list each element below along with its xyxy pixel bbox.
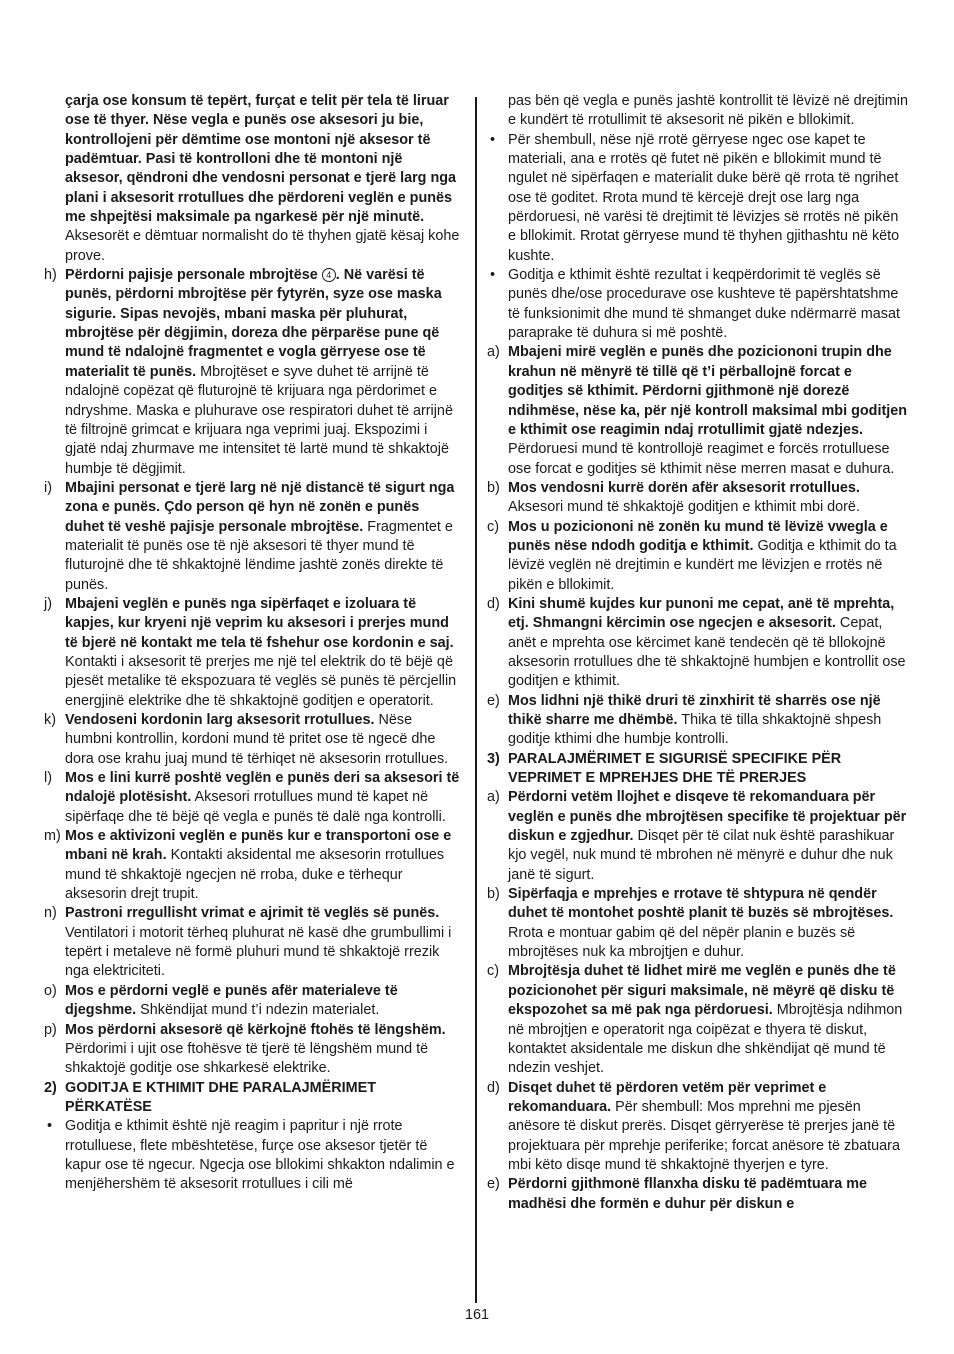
item-text: Disqet për të cilat nuk është parashikuar kjo vegël, nuk mund të mbrohen në mënyrë e duhur dhe nuk janë të sigurt. (508, 828, 895, 883)
item-text: Për shembull: Mos mprehni me pjesën anësore të diskut prerës. Disqet gërryerëse të prerjes janë të projektuara për mprehje periferike; forcat anësore të zbatuara mbi këto disqe mund të shkaktojnë thyerjen e tyre. (508, 1098, 900, 1173)
item-text: Mbrojtëset e syve duhet të arrijnë të ndalojnë copëzat që fluturojnë të krijuara nga përdorimet e ndryshme. Maska e pluhurave ose respiratori duhet të arrijnë të filtrojnë grimcat e krijuara nga veprimi juaj. Ekspozimi i gjatë ndaj zhurmave me intensitet të lartë mund të shkaktojë humbje të dëgjimit. (65, 363, 453, 477)
item-text: Aksesori rrotullues mund të kapet në sipërfaqe dhe të bëjë që vegla e punës të dalë nga kontrolli. (65, 789, 446, 825)
item-l (44, 769, 462, 827)
section-title: PARALAJMËRIMET E SIGURISË SPECIFIKE PËR VEPRIMET E MPREHJES DHE TË PRERJES (508, 750, 842, 787)
item-text: Përdorimi i ujit ose ftohësve të tjerë të lëngshëm mund të shkaktojë goditje ose shkarkesë elektrike. (65, 1040, 429, 1077)
item-bold-text: Vendoseni kordonin larg aksesorit rrotullues. (65, 712, 375, 728)
item-a (487, 343, 909, 478)
item-bold-text: Mos e përdorni veglë e punës afër materialeve të djegshme. (65, 982, 398, 1019)
item-h (44, 266, 462, 479)
item-bold-text: Mbrojtësja duhet të lidhet mirë me veglën e punës dhe të pozicionohet për siguri maksimale, në mëyrë që disku të ekspozohet sa më pak nga përdoruesi. (508, 963, 896, 1019)
item-text: Thika të tilla shkaktojnë shpesh goditje kthimi dhe humbje kontrolli. (508, 712, 882, 748)
item-text: Rrota e montuar gabim që del nëpër planin e buzës së mbrojtëses nuk ka mbrojtjen e duhur. (508, 924, 856, 961)
item-label: i) (44, 479, 52, 496)
continued-paragraph (44, 92, 462, 266)
item-label: a) (487, 789, 500, 806)
paragraph-text: pas bën që vegla e punës jashtë kontrollit të lëvizë në drejtimin e kundërt të rrotullimit të aksesorit në pikën e bllokimit. (508, 93, 908, 129)
item-bold-text: Mos u poziciononi në zonën ku mund të lëvizë vwegla e punës nëse ndodh goditja e kthimit. (508, 518, 888, 554)
item-text: Kontakti aksidental me aksesorin rrotullues mund të shkaktojë ngecjen në rroba, duke e tërhequr aksesorin drejt trupit. (65, 847, 445, 903)
item-text: Kontakti i aksesorit të prerjes me një tel elektrik do të bëjë që pjesët metalike të ekspozuara të veglës së punës të përcjellin energjinë elektrike dhe të shkaktojnë goditjen e operatorit. (65, 653, 457, 709)
paragraph-text: Aksesorët e dëmtuar normalisht do të thyhen gjatë kësaj kohe prove. (65, 228, 460, 264)
item-b (487, 885, 909, 962)
item-bold-text: Përdorni gjithmonë fllanxha disku të padëmtuara me madhësi dhe formën e duhur për diskun e (508, 1176, 868, 1212)
figure-reference-badge: 4 (322, 268, 336, 282)
item-bold-text: Mbajeni mirë veglën e punës dhe poziciononi trupin dhe krahun në mënyrë të tillë që t’i përballojnë forcat e goditjes së kthimit. Përdorni gjithmonë një dorezë ndihmëse, nëse ka, për një kontroll maksimal mbi goditjen e kthimit ose reagimin ndaj rrotullimit gjatë ndezjes. (508, 344, 908, 438)
item-bold-text: Mbajini personat e tjerë larg në një distancë të sigurt nga zona e punës. Çdo person që hyn në zonën e punës duhet të veshë pajisje personale mbrojtëse. (65, 479, 455, 535)
item-i (44, 479, 462, 595)
continued-paragraph (487, 92, 909, 131)
right-column (487, 92, 909, 1214)
bullet-item (44, 1117, 462, 1194)
item-n (44, 904, 462, 981)
item-o (44, 982, 462, 1021)
left-column (44, 92, 462, 1195)
item-p (44, 1021, 462, 1079)
item-e (487, 692, 909, 750)
page-number: 161 (464, 1307, 489, 1323)
item-text: Nëse humbni kontrollin, kordoni mund të pritet ose të ngecë dhe dora ose krahu juaj mund të tërhiqet në aksesorin rrotullues. (65, 712, 449, 767)
item-text: Goditja e kthimit do ta lëvizë veglën në drejtimin e kundërt me lëvizjen e rrotës në pikën e bllokimit. (508, 537, 897, 593)
bullet-marker: • (490, 267, 496, 284)
item-k (44, 711, 462, 769)
item-j (44, 595, 462, 711)
item-bold-text: Pastroni rregullisht vrimat e ajrimit të veglës së punës. (65, 905, 440, 922)
item-label: h) (44, 267, 57, 284)
item-label: b) (487, 886, 500, 903)
item-b (487, 479, 909, 518)
item-text: Ventilatori i motorit tërheq pluhurat në kasë dhe grumbullimi i tepërt i metaleve në formë pluhuri mund të shkaktojë rrezik nga elektriciteti. (65, 924, 452, 980)
item-label: c) (487, 518, 499, 535)
bullet-item (487, 266, 909, 343)
item-label: l) (44, 770, 52, 787)
item-text: Shkëndijat mund t’i ndezin materialet. (136, 1002, 380, 1019)
item-text: Mbrojtësja ndihmon në mbrojtjen e operatorit nga coipëzat e thyera të diskut, kontaktet aksidentale me diskun dhe shkëndijat që mund të ndezin veshjet. (508, 1002, 903, 1077)
item-text: Aksesori mund të shkaktojë goditjen e kthimit mbi dorë. (508, 499, 860, 516)
column-divider (475, 97, 477, 1303)
item-bold-text: Mos lidhni një thikë druri të zinxhirit të sharrës ose një thikë sharre me dhëmbë. (508, 692, 881, 728)
item-bold-text: Mos e aktivizoni veglën e punës kur e transportoni ose e mbani në krah. (65, 828, 452, 864)
item-a (487, 788, 909, 885)
paragraph-bold-text: çarja ose konsum të tepërt, furçat e telit për tela të liruar ose të thyer. Nëse vegla e punës ose aksesori ju bie, kontrollojeni për dëmtime ose montoni një aksesor të padëmtuar. Pasi të kontrolloni dhe të montoni një aksesor, qëndroni dhe vendosni personat e tjerë larg nga plani i aksesorit rrotullues dhe përdoreni veglën e punës me shpejtësi maksimale pa ngarkesë për një minutë. (65, 93, 457, 226)
item-c (487, 518, 909, 595)
item-text: Cepat, anët e mprehta ose kërcimet kanë tendecën që të bllokojnë aksesorin rrotullues dhe të shkaktojnë humbjen e kontrollit ose goditjen e kthimit. (508, 615, 906, 690)
item-bold-text: . Në varësi të punës, përdorni mbrojtëse për fytyrën, syze ose maska sigurie. Sipas nevojës, mbani maska për pluhurat, mbrojtëse për dëgjimin, doreza dhe përparëse pune që mund të ndalojnë fragmentet e vogla gërryese ose të materialit të punës. (65, 267, 442, 380)
item-bold-text: Mos vendosni kurrë dorën afër aksesorit rrotullues. (508, 479, 860, 496)
bullet-item (487, 131, 909, 266)
bullet-marker: • (47, 1118, 53, 1135)
item-bold-text: Sipërfaqja e mprehjes e rrotave të shtypura në qendër duhet të montohet poshtë planit të buzës së mbrojtëses. (508, 886, 894, 922)
section-heading (44, 1079, 462, 1118)
item-bold-text: Mbajeni veglën e punës nga sipërfaqet e izoluara të kapjes, kur kryeni një veprim ku aksesori i prerjes mund të bjerë në kontakt me tela të fshehur ose kordonin e saj. (65, 595, 454, 651)
item-c (487, 962, 909, 1078)
item-label: e) (487, 692, 500, 709)
item-bold-text: Mos përdorni aksesorë që kërkojnë ftohës të lëngshëm. (65, 1021, 446, 1038)
item-bold-text: Përdorni pajisje personale mbrojtëse (65, 267, 322, 284)
item-label: k) (44, 712, 56, 728)
item-m (44, 827, 462, 904)
item-label: b) (487, 479, 500, 496)
section-heading (487, 750, 909, 789)
item-bold-text: Përdorni vetëm llojhet e disqeve të rekomanduara për veglën e punës dhe mbrojtësen specifike të projektuar për diskun e zgjedhur. (508, 789, 907, 845)
bullet-marker: • (490, 131, 496, 148)
item-bold-text: Kini shumë kujdes kur punoni me cepat, anë të mprehta, etj. Shmangni kërcimin ose ngecjen e aksesorit. (508, 595, 895, 632)
item-label: d) (487, 1079, 500, 1096)
item-text: Përdoruesi mund të kontrollojë reagimet e forcës rrotulluese ose forcat e goditjes së kthimit nëse merren masat e duhura. (508, 441, 895, 477)
item-label: d) (487, 595, 500, 612)
section-number: 2) (44, 1079, 57, 1096)
item-bold-text: Disqet duhet të përdoren vetëm për veprimet e rekomanduara. (508, 1079, 827, 1115)
item-d (487, 1079, 909, 1176)
bullet-text: Për shembull, nëse një rrotë gërryese ngec ose kapet te materiali, ana e rrotës që futet në pikën e bllokimit mund të ngulet në sipërfaqen e materialit duke bërë që rrota të ngrihet ose të goditet. Rrota mund të kërcejë drejt ose larg nga përdoruesi, në varësi të drejtimit të lëvizjes së rrotës në pikën e bllokimit. Rrotat gërryese mund të thyhen gjithashtu në këto kushte. (508, 131, 900, 264)
item-label: n) (44, 905, 57, 922)
item-label: m) (44, 828, 61, 845)
item-d (487, 595, 909, 692)
item-text: Fragmentet e materialit të punës ose të një aksesori të thyer mund të fluturojnë dhe të shkaktojnë lëndime jashtë zonës direkte të punës. (65, 518, 453, 593)
item-bold-text: Mos e lini kurrë poshtë veglën e punës deri sa aksesori të ndalojë plotësisht. (65, 770, 460, 806)
bullet-text: Goditja e kthimit është rezultat i keqpërdorimit të veglës së punës dhe/ose procedurave ose kushteve të papërshtatshme të funksionimit dhe mund të shmanget duke ndërmarrë masat paraprake të duhura si më poshtë. (508, 267, 900, 342)
bullet-text: Goditja e kthimit është një reagim i papritur i një rrote rrotulluese, flete mbështetëse, furçe ose aksesor tjetër të kapur ose të ngecur. Ngecja ose bllokimi shkakton ndalimin e menjëhershëm të aksesorit rrotullues i cili më (65, 1118, 455, 1193)
item-label: p) (44, 1021, 57, 1038)
item-e (487, 1175, 909, 1214)
section-title: GODITJA E KTHIMIT DHE PARALAJMËRIMET PËRKATËSE (65, 1079, 376, 1115)
section-number: 3) (487, 750, 500, 767)
item-label: o) (44, 982, 57, 999)
item-label: a) (487, 344, 500, 361)
item-label: e) (487, 1176, 500, 1193)
item-label: j) (44, 595, 52, 612)
item-label: c) (487, 963, 499, 980)
